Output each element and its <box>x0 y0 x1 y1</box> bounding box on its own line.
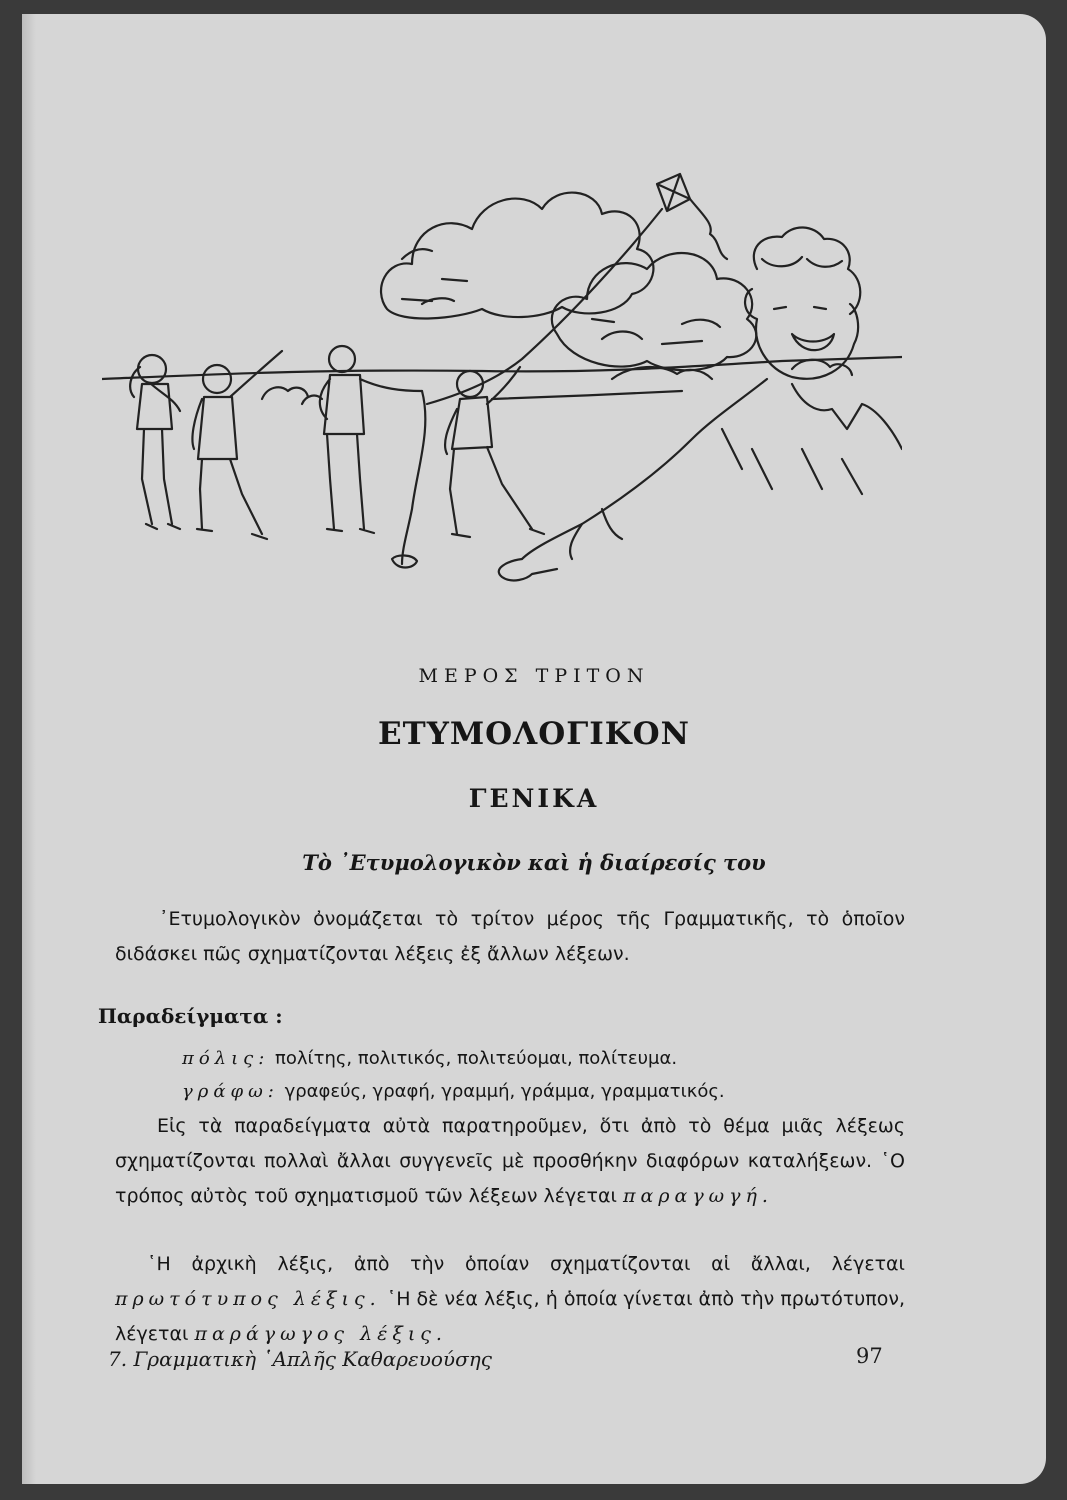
example-root-word: πόλις: <box>182 1048 270 1069</box>
example-derived-words: γραφεύς, γραφή, γραμμή, γράμμα, γραμματικός. <box>284 1081 725 1102</box>
example-row <box>182 1081 725 1102</box>
paragraph-definition: ᾿Ετυμολογικὸν ὀνομάζεται τὸ τρίτον μέρος τῆς Γραμματικῆς, τὸ ὁποῖον διδάσκει πῶς σχηματίζονται λέξεις ἐξ ἄλλων λέξεων. <box>115 908 905 965</box>
section-title: ΕΤΥΜΟΛΟΓΙΚΟΝ <box>378 716 690 752</box>
kite-flying-children-illustration <box>102 129 902 614</box>
example-derived-words: πολίτης, πολιτικός, πολιτεύομαι, πολίτευμα. <box>275 1048 678 1069</box>
subsection-title: ΓΕΝΙΚΑ <box>468 784 600 813</box>
examples-label: Παραδείγματα : <box>98 1004 283 1028</box>
term-paragogi: παραγωγή. <box>623 1185 773 1207</box>
book-title-footer: 7. Γραμματικὴ ῾Απλῆς Καθαρευούσης <box>108 1347 492 1371</box>
example-root-word: γράφω: <box>182 1081 279 1102</box>
term-paragogos: παράγωγος λέξις. <box>194 1323 447 1345</box>
paragraph-derivation-text: Εἰς τὰ παραδείγματα αὐτὰ παρατηροῦμεν, ὅτι ἀπὸ τὸ θέμα μιᾶς λέξεως σχηματίζονται πολλαὶ ἄλλαι συγγενεῖς μὲ προσθήκην διαφόρων καταλήξεων. ῾Ο τρόπος αὐτὸς τοῦ σχηματισμοῦ τῶν λέξεων λέγεται <box>115 1115 905 1207</box>
paragraph-original-text-2: ῾Η δὲ νέα λέξις, ἡ ὁποία γίνεται ἀπὸ τὴν πρωτότυπον, λέγεται <box>115 1288 905 1345</box>
chapter-heading: Τὸ ᾿Ετυμολογικὸν καὶ ἡ διαίρεσίς του <box>302 850 766 875</box>
paragraph-original-text-1: ῾Η ἀρχικὴ λέξις, ἀπὸ τὴν ὁποίαν σχηματίζονται αἱ ἄλλαι, λέγεται <box>147 1253 905 1275</box>
book-page <box>22 14 1046 1484</box>
part-label: ΜΕΡΟΣ ΤΡΙΤΟΝ <box>418 665 650 687</box>
example-row <box>182 1048 677 1069</box>
page-number: 97 <box>856 1344 883 1368</box>
term-prototypos: πρωτότυπος λέξις. <box>115 1288 381 1310</box>
paragraph-original-word <box>115 1247 905 1352</box>
paragraph-derivation <box>115 1109 905 1214</box>
